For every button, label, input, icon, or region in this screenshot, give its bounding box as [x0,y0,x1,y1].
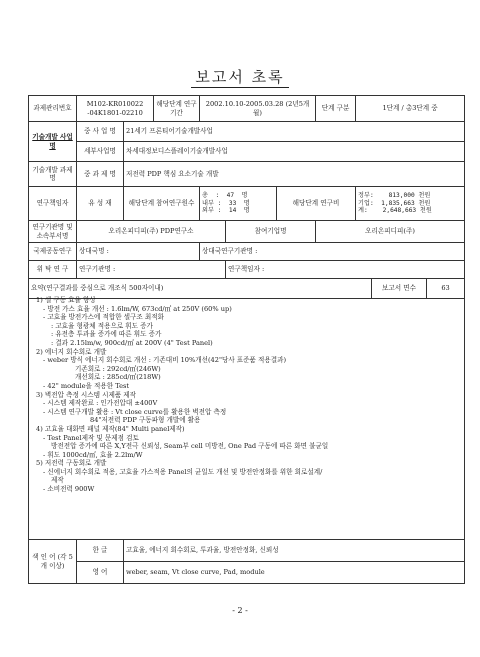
institution-label: 연구기관명 및 소속부서명 [29,221,77,243]
count-total: 총 : 47 명 [202,191,248,199]
summary-line: - 휘도 1000cd/㎡, 효율 2.2lm/W [43,450,143,459]
pages-value: 63 [427,279,465,299]
phase-label: 단계 구분 [316,96,356,122]
sub-program-value: 차세대정보디스플레이기술개발사업 [124,142,465,162]
intl-inst-label: 상대국연구기관명 : [200,243,465,261]
summary-line: 84"저전력 PDP 구동파형 개발에 활용 [90,416,201,425]
keywords-en-label: 영 어 [77,562,124,584]
project-no-label: 과제관리번호 [29,96,77,122]
pages-label: 보고서 면수 [372,279,427,299]
summary-line: - 고효율 방전가스에 적합한 셀구조 최적화 [43,313,164,322]
consign-label: 위 탁 연 구 [29,261,77,279]
cost-gov: 정부: 813,000 천원 [358,191,431,199]
keywords-ko-label: 한 글 [77,540,124,562]
summary-body [30,296,460,533]
summary-line: 제작 [51,476,64,485]
task-label: 기술개발 과제명 [29,162,77,187]
task-title-value: 저전력 PDP 핵심 요소기술 개발 [124,162,465,187]
summary-line: 방전전압 증가에 따른 X,Y전극 신뢰성, Seam부 cell 미방전, One Pad 구동에 따른 화면 불균일 [51,442,329,451]
researcher-count-label: 해당단계 참여연구원수 [124,187,200,221]
research-cost [356,187,465,221]
count-internal: 내부 : 33 명 [202,199,250,207]
researcher-count [200,187,277,221]
project-no: M102-KR010022 -04K1801-02210 [77,96,154,122]
count-external: 외부 : 14 명 [202,207,250,215]
report-title: 보고서 초록 [0,66,480,87]
summary-line: 개선회로 : 285cd/㎡(218W) [75,373,161,382]
summary-line: 5) 저전력 구동회로 개발 [36,459,107,468]
page-number: - 2 - [232,606,248,615]
summary-line: - 신에너지 회수회로 적용, 고효율 가스적용 Panel의 균일도 개선 및 방전안정화를 위한 회로설계/ [43,467,323,476]
intl-label: 국제공동연구 [29,243,77,261]
consign-leader-label: 연구책임자 : [226,261,465,279]
summary-line: 기존회로 : 292cd/㎡(246W) [75,364,161,373]
sub-program-label: 세부사업명 [77,142,124,162]
period-value: 2002.10.10-2005.03.28 (2년5개월) [200,96,316,122]
mid-program-value: 21세기 프론티어기술개발사업 [124,122,465,142]
summary-line: 3) 벽전압 측정 시스템 시제품 제작 [36,390,137,399]
summary-line: - 시스템 연구개발 활용 : Vt close curve를 활용한 벽전압 측정 [43,407,227,416]
summary-line: : 결과 2.15lm/w, 900cd/㎡ at 200V (4" Test Panel) [51,338,213,347]
keywords-label: 색 인 어 (각 5개 이상) [29,540,77,584]
institution-value: 오리온피디피(주) PDP연구소 [77,221,226,243]
summary-line: - 소비전력 900W [43,485,95,494]
summary-line: - weber 방식 에너지 회수회로 개선 : 기존대비 10%개선(42"당사 표준품 적용결과) [43,356,287,365]
leader-name: 유 성 재 [77,187,124,221]
summary-line: - Test Panel제작 및 문제점 검토 [43,433,139,442]
intl-partner-label: 상대국명 : [77,243,200,261]
summary-label: 요약(연구결과를 중심으로 개조식 500자이내) [29,279,372,299]
summary-line: 4) 고효율 대화면 패널 제작(84" Multi panel제작) [36,424,185,433]
summary-line: - 시스템 제작완료 : 인가전압대 ±400V [43,399,158,408]
summary-line: 1) 셀 구동 효율 향상 [36,296,96,304]
summary-line: - 42" module을 적용한 Test [43,381,130,390]
partner-value: 오리온피디피(주) [316,221,465,243]
consign-inst-label: 연구기관명 : [77,261,226,279]
summary-line: : 고효율 형광체 적용으로 휘도 증가 [51,321,153,330]
partner-label: 참여기업명 [226,221,316,243]
summary-line: - 방전 가스 효율 개선 : 1.6lm/W, 673cd/㎡ at 250V (60% up) [43,304,232,313]
summary-line: : 유전층 투과율 증가에 따른 휘도 증가 [51,330,162,339]
task-title-label: 중 과 제 명 [77,162,124,187]
leader-label: 연구책임자 [29,187,77,221]
cost-label: 해당단계 연구비 [277,187,356,221]
period-label: 해당단계 연구기간 [154,96,200,122]
cost-total: 계: 2,648,663 천원 [358,207,432,215]
summary-line: 2) 에너지 회수회로 개발 [36,347,107,356]
mid-program-label: 중 사 업 명 [77,122,124,142]
cost-company: 기업: 1,835,663 천원 [358,199,431,207]
keywords-ko-value: 고효율, 에너지 회수회로, 투과율, 방전안정화, 신뢰성 [124,540,465,562]
program-group-label: 기술개발 사업명 [29,122,77,162]
keywords-en-value: weber, seam, Vt close curve, Pad, module [124,562,465,584]
phase-value: 1단계 / 총3단계 중 [356,96,465,122]
